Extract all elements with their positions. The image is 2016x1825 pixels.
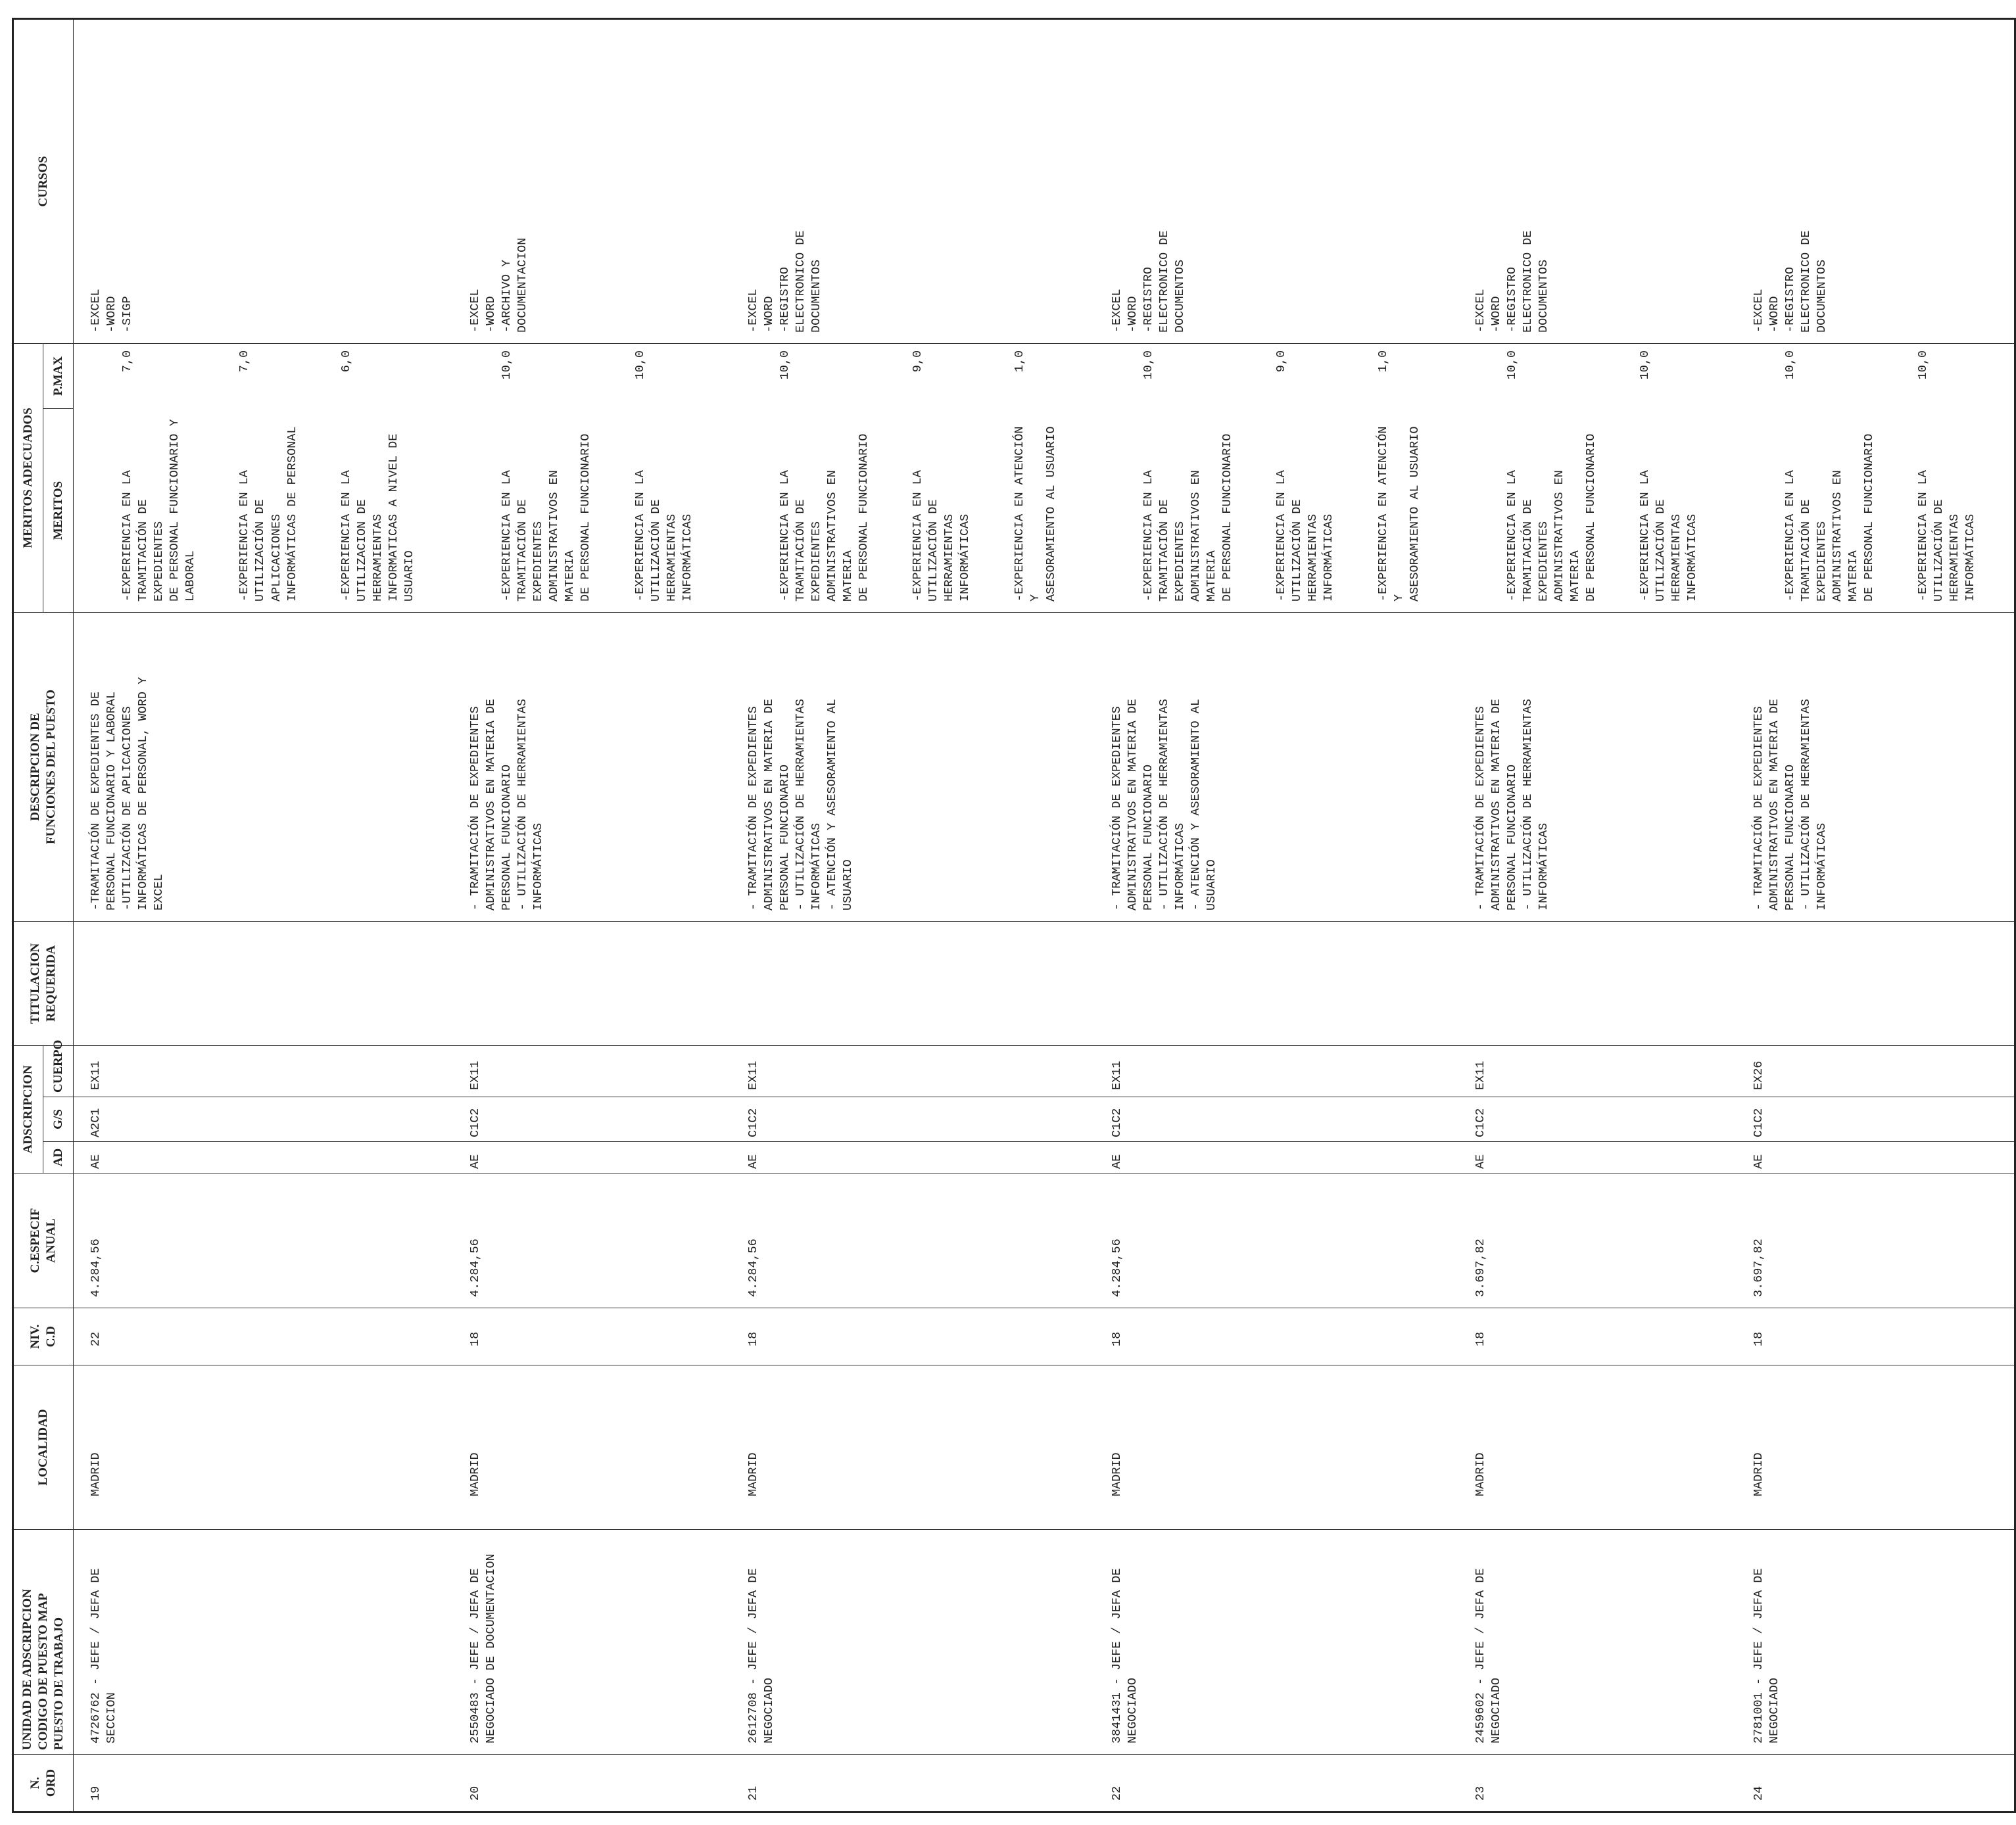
table-row [74,18,454,1812]
merito-text: -EXPERIENCIA EN ATENCIÓN Y ASESORAMIENTO AL USUARIO [1376,426,1422,602]
table-row [1458,18,1737,1812]
table-row [731,18,1095,1812]
merito-pmax: 10,0 [633,350,647,380]
cell-descripcion: - TRAMITACIÓN DE EXPEDIENTES ADMINISTRATIVOS EN MATERIA DE PERSONAL FUNCIONARIO - UTILIZACIÓN DE HERRAMIENTAS INFORMÁTICAS - ATENCIÓN Y ASESORAMIENTO AL USUARIO [731,612,1095,921]
cell-descripcion: -TRAMITACIÓN DE EXPEDIENTES DE PERSONAL FUNCIONARIO Y LABORAL -UTILIZACIÓN DE APLICACIONES INFORMÁTICAS DE PERSONAL, WORD Y EXCEL [74,612,454,921]
header-cuerpo: CUERPO [43,1045,74,1097]
merito-pmax: 1,0 [1376,350,1390,373]
merito-text: -EXPERIENCIA EN LA UTILIZACIÓN DE HERRAMIENTAS INFORMÁTICAS [1638,470,1700,602]
cell-meritos [1737,343,2015,612]
merito-item [499,344,594,612]
cell-cursos: -EXCEL -WORD -ARCHIVO Y DOCUMENTACION [453,18,731,343]
cell-localidad: MADRID [731,1365,1095,1530]
cell-c-especif: 4.284,56 [731,1173,1095,1308]
merito-item [1376,344,1423,612]
merito-text: -EXPERIENCIA EN LA TRAMITACIÓN DE EXPEDIENTES ADMINISTRATIVOS EN MATERIA DE PERSONAL FUNCIONARIO [1141,433,1235,602]
merito-item [1783,344,1877,612]
cell-localidad: MADRID [1737,1365,2015,1530]
cell-n-ord: 20 [453,1755,731,1813]
header-meritos: MERITOS [43,408,74,612]
cell-gs: C1C2 [453,1097,731,1142]
merito-pmax: 10,0 [1783,350,1797,380]
header-meritos-adecuados: MERITOS ADECUADOS [13,343,43,612]
header-gs: G/S [43,1097,74,1142]
cell-ad: AE [1737,1142,2015,1173]
cell-titulacion [1737,921,2015,1045]
cell-ad: AE [453,1142,731,1173]
table-row [1737,18,2015,1812]
cell-titulacion [74,921,454,1045]
merito-text: -EXPERIENCIA EN LA UTILIZACIÓN DE HERRAMIENTAS INFORMÁTICAS [633,470,694,602]
header-adscripcion: ADSCRIPCION [13,1045,43,1173]
merito-text: -EXPERIENCIA EN LA UTILIZACIÓN DE APLICACIONES INFORMÁTICAS DE PERSONAL [237,426,299,602]
merito-item [120,344,199,612]
header-cursos: CURSOS [13,18,74,343]
cell-cursos: -EXCEL -WORD -REGISTRO ELECTRONICO DE DOCUMENTOS [1458,18,1737,343]
cell-c-especif: 3.697,82 [1737,1173,2015,1308]
cell-cursos: -EXCEL -WORD -SIGP [74,18,454,343]
table-header [13,18,74,1812]
cell-descripcion: - TRAMITACIÓN DE EXPEDIENTES ADMINISTRATIVOS EN MATERIA DE PERSONAL FUNCIONARIO - UTILIZACIÓN DE HERRAMIENTAS INFORMÁTICAS [453,612,731,921]
merito-pmax: 10,0 [777,350,792,380]
merito-text: -EXPERIENCIA EN LA TRAMITACIÓN DE EXPEDIENTES DE PERSONAL FUNCIONARIO Y LABORAL [120,419,198,602]
cell-n-ord: 24 [1737,1755,2015,1813]
merito-pmax: 1,0 [1012,350,1026,373]
cell-cuerpo: EX11 [1095,1045,1458,1097]
cell-titulacion [1095,921,1458,1045]
cell-puesto: 4726762 - JEFE / JEFA DE SECCION [74,1530,454,1755]
table-row [1095,18,1458,1812]
cell-cursos: -EXCEL -WORD -REGISTRO ELECTRONICO DE DOCUMENTOS [1737,18,2015,343]
cell-nivel: 18 [1737,1308,2015,1365]
merito-pmax: 10,0 [1141,350,1155,380]
cell-n-ord: 23 [1458,1755,1737,1813]
cell-ad: AE [731,1142,1095,1173]
cell-gs: C1C2 [1737,1097,2015,1142]
cell-meritos [453,343,731,612]
cell-cursos: -EXCEL -WORD -REGISTRO ELECTRONICO DE DOCUMENTOS [1095,18,1458,343]
cell-c-especif: 4.284,56 [453,1173,731,1308]
merito-item [777,344,872,612]
header-c-especif: C.ESPECIF ANUAL [13,1173,74,1308]
cell-descripcion: - TRAMITACIÓN DE EXPEDIENTES ADMINISTRATIVOS EN MATERIA DE PERSONAL FUNCIONARIO - UTILIZACIÓN DE HERRAMIENTAS INFORMÁTICAS - ATENCIÓN Y ASESORAMIENTO AL USUARIO [1095,612,1458,921]
merito-item [1915,344,1979,612]
cell-gs: C1C2 [731,1097,1095,1142]
merito-pmax: 10,0 [1504,350,1519,380]
cell-n-ord: 22 [1095,1755,1458,1813]
cell-descripcion: - TRAMITACIÓN DE EXPEDIENTES ADMINISTRATIVOS EN MATERIA DE PERSONAL FUNCIONARIO - UTILIZACIÓN DE HERRAMIENTAS INFORMÁTICAS [1737,612,2015,921]
merito-text: -EXPERIENCIA EN LA TRAMITACIÓN DE EXPEDIENTES ADMINISTRATIVOS EN MATERIA DE PERSONAL FUNCIONARIO [500,433,593,602]
merito-text: -EXPERIENCIA EN ATENCIÓN Y ASESORAMIENTO AL USUARIO [1012,426,1058,602]
merito-pmax: 7,0 [120,350,135,373]
merito-item [910,344,973,612]
merito-pmax: 10,0 [500,350,514,380]
merito-text: -EXPERIENCIA EN LA UTILIZACIÓN DE HERRAMIENTAS INFORMÁTICAS [1915,470,1978,602]
header-titulacion: TITULACION REQUERIDA [13,921,74,1045]
cell-gs: A2C1 [74,1097,454,1142]
header-ad: AD [43,1142,74,1173]
cell-puesto: 2781001 - JEFE / JEFA DE NEGOCIADO [1737,1530,2015,1755]
cell-meritos [74,343,454,612]
merito-text: -EXPERIENCIA EN LA TRAMITACIÓN DE EXPEDIENTES ADMINISTRATIVOS EN MATERIA DE PERSONAL FUNCIONARIO [1504,433,1598,602]
cell-cuerpo: EX11 [1458,1045,1737,1097]
table-row [453,18,731,1812]
table-body [74,18,2015,1812]
header-localidad: LOCALIDAD [13,1365,74,1530]
cell-gs: C1C2 [1095,1097,1458,1142]
cell-cuerpo: EX11 [731,1045,1095,1097]
merito-item [1274,344,1337,612]
cell-titulacion [1458,921,1737,1045]
merito-pmax: 10,0 [1638,350,1652,380]
cell-descripcion: - TRAMITACIÓN DE EXPEDIENTES ADMINISTRATIVOS EN MATERIA DE PERSONAL FUNCIONARIO - UTILIZACIÓN DE HERRAMIENTAS INFORMÁTICAS [1458,612,1737,921]
cell-puesto: 3841431 - JEFE / JEFA DE NEGOCIADO [1095,1530,1458,1755]
header-pmax: P.MAX [43,343,74,408]
cell-ad: AE [1458,1142,1737,1173]
cell-nivel: 18 [453,1308,731,1365]
cell-nivel: 22 [74,1308,454,1365]
cell-cursos: -EXCEL -WORD -REGISTRO ELECTRONICO DE DOCUMENTOS [731,18,1095,343]
cell-c-especif: 3.697,82 [1458,1173,1737,1308]
merito-item [339,344,418,612]
cell-nivel: 18 [1458,1308,1737,1365]
cell-localidad: MADRID [1458,1365,1737,1530]
header-nivel: NIV. C.D [13,1308,74,1365]
header-n-ord: N. ORD [13,1755,74,1813]
cell-localidad: MADRID [453,1365,731,1530]
cell-n-ord: 21 [731,1755,1095,1813]
cell-nivel: 18 [1095,1308,1458,1365]
cell-localidad: MADRID [74,1365,454,1530]
cell-meritos [731,343,1095,612]
merito-pmax: 9,0 [1274,350,1289,373]
cell-titulacion [731,921,1095,1045]
cell-cuerpo: EX26 [1737,1045,2015,1097]
cell-puesto: 2550483 - JEFE / JEFA DE NEGOCIADO DE DOCUMENTACION [453,1530,731,1755]
cell-localidad: MADRID [1095,1365,1458,1530]
cell-meritos [1458,343,1737,612]
merito-text: -EXPERIENCIA EN LA TRAMITACIÓN DE EXPEDIENTES ADMINISTRATIVOS EN MATERIA DE PERSONAL FUNCIONARIO [777,433,871,602]
cell-cuerpo: EX11 [453,1045,731,1097]
cell-nivel: 18 [731,1308,1095,1365]
merito-item [1504,344,1599,612]
vacancy-table [12,18,2016,1813]
merito-item [1012,344,1059,612]
header-unidad: UNIDAD DE ADSCRIPCION CODIGO DE PUESTO MAP PUESTO DE TRABAJO [13,1530,74,1755]
header-descripcion: DESCRIPCION DE FUNCIONES DEL PUESTO [13,612,74,921]
merito-item [1141,344,1236,612]
cell-gs: C1C2 [1458,1097,1737,1142]
merito-text: -EXPERIENCIA EN LA UTILIZACIÓN DE HERRAMIENTAS INFORMÁTICAS [1274,470,1336,602]
merito-item [237,344,300,612]
merito-pmax: 10,0 [1915,350,1930,380]
cell-ad: AE [1095,1142,1458,1173]
merito-pmax: 6,0 [339,350,353,373]
cell-titulacion [453,921,731,1045]
cell-n-ord: 19 [74,1755,454,1813]
cell-meritos [1095,343,1458,612]
merito-item [1637,344,1700,612]
cell-puesto: 2612708 - JEFE / JEFA DE NEGOCIADO [731,1530,1095,1755]
cell-c-especif: 4.284,56 [1095,1173,1458,1308]
merito-text: -EXPERIENCIA EN LA TRAMITACIÓN DE EXPEDIENTES ADMINISTRATIVOS EN MATERIA DE PERSONAL FUNCIONARIO [1783,433,1876,602]
cell-cuerpo: EX11 [74,1045,454,1097]
merito-pmax: 7,0 [237,350,252,373]
merito-item [633,344,696,612]
merito-text: -EXPERIENCIA EN LA UTILIZACION DE HERRAMIENTAS INFORMATICAS A NIVEL DE USUARIO [339,433,416,602]
cell-c-especif: 4.284,56 [74,1173,454,1308]
cell-ad: AE [74,1142,454,1173]
cell-puesto: 2459602 - JEFE / JEFA DE NEGOCIADO [1458,1530,1737,1755]
merito-pmax: 9,0 [911,350,925,373]
merito-text: -EXPERIENCIA EN LA UTILIZACIÓN DE HERRAMIENTAS INFORMÁTICAS [911,470,972,602]
